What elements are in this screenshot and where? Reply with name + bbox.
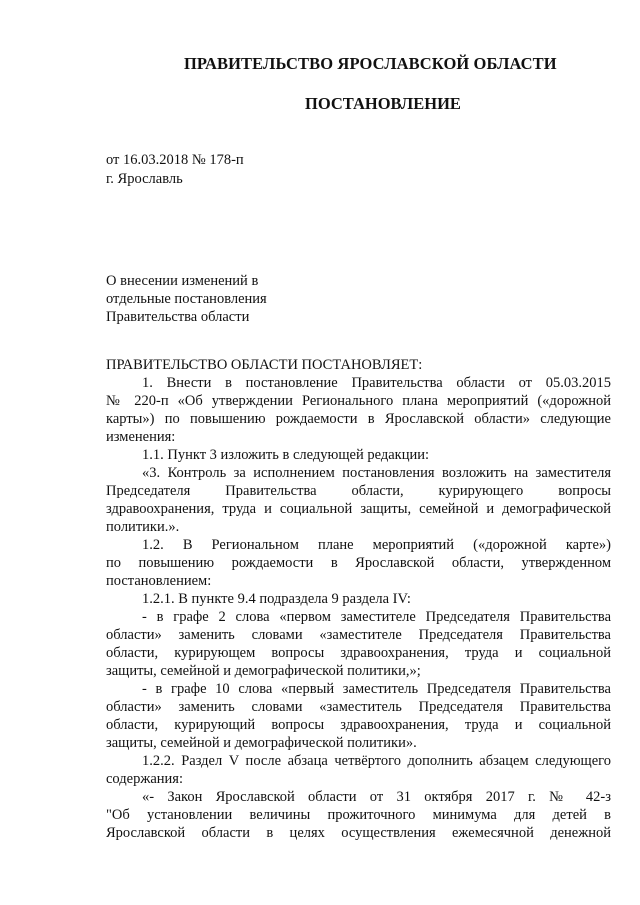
body-line: карты») по повышению рождаемости в Ярославской области» следующие bbox=[106, 411, 611, 427]
city-line: г. Ярославль bbox=[106, 171, 183, 187]
body-line: 1. Внести в постановление Правительства области от 05.03.2015 bbox=[142, 375, 611, 391]
body-line: содержания: bbox=[106, 771, 184, 787]
body-line: постановлением: bbox=[106, 573, 212, 589]
body-line: области» заменить словами «заместитель Председателя Правительства bbox=[106, 699, 611, 715]
body-line: защиты, семейной и демографической политики». bbox=[106, 735, 417, 751]
organization-title: ПРАВИТЕЛЬСТВО ЯРОСЛАВСКОЙ ОБЛАСТИ bbox=[184, 54, 557, 73]
body-heading: ПРАВИТЕЛЬСТВО ОБЛАСТИ ПОСТАНОВЛЯЕТ: bbox=[106, 357, 423, 373]
body-line: защиты, семейной и демографической политики,»; bbox=[106, 663, 421, 679]
body-line: «3. Контроль за исполнением постановления возложить на заместителя bbox=[142, 465, 611, 481]
body-line: здравоохранения, труда и социальной защиты, семейной и демографической bbox=[106, 501, 611, 517]
body-line: 1.2.2. Раздел V после абзаца четвёртого дополнить абзацем следующего bbox=[142, 753, 611, 769]
body-line: 1.2.1. В пункте 9.4 подраздела 9 раздела IV: bbox=[142, 591, 411, 607]
body-line: области, курирующий вопросы здравоохранения, труда и социальной bbox=[106, 717, 611, 733]
body-line: 1.1. Пункт 3 изложить в следующей редакции: bbox=[142, 447, 430, 463]
body-line: Ярославской области в целях осуществления ежемесячной денежной bbox=[106, 825, 611, 841]
body-line: "Об установлении величины прожиточного минимума для детей в bbox=[106, 807, 611, 823]
body-line: «- Закон Ярославской области от 31 октября 2017 г. № 42-з bbox=[142, 789, 611, 805]
document-body bbox=[106, 356, 611, 842]
subject-line-3: Правительства области bbox=[106, 309, 250, 325]
body-line: области, курирующем вопросы здравоохранения, труда и социальной bbox=[106, 645, 611, 661]
subject-line-2: отдельные постановления bbox=[106, 291, 267, 307]
document-type-title: ПОСТАНОВЛЕНИЕ bbox=[305, 94, 461, 113]
subject-line-1: О внесении изменений в bbox=[106, 273, 259, 289]
body-line: изменения: bbox=[106, 429, 176, 445]
body-line: Председателя Правительства области, курирующего вопросы bbox=[106, 483, 611, 499]
body-line: области» заменить словами «заместителе Председателя Правительства bbox=[106, 627, 611, 643]
body-line: политики.». bbox=[106, 519, 180, 535]
body-line: 1.2. В Региональном плане мероприятий («дорожной карте») bbox=[142, 537, 611, 553]
body-line: № 220-п «Об утверждении Регионального плана мероприятий («дорожной bbox=[106, 393, 611, 409]
body-line: - в графе 10 слова «первый заместитель Председателя Правительства bbox=[142, 681, 611, 697]
date-number-line: от 16.03.2018 № 178-п bbox=[106, 152, 244, 168]
body-line: - в графе 2 слова «первом заместителе Председателя Правительства bbox=[142, 609, 611, 625]
body-line: по повышению рождаемости в Ярославской области, утвержденном bbox=[106, 555, 611, 571]
